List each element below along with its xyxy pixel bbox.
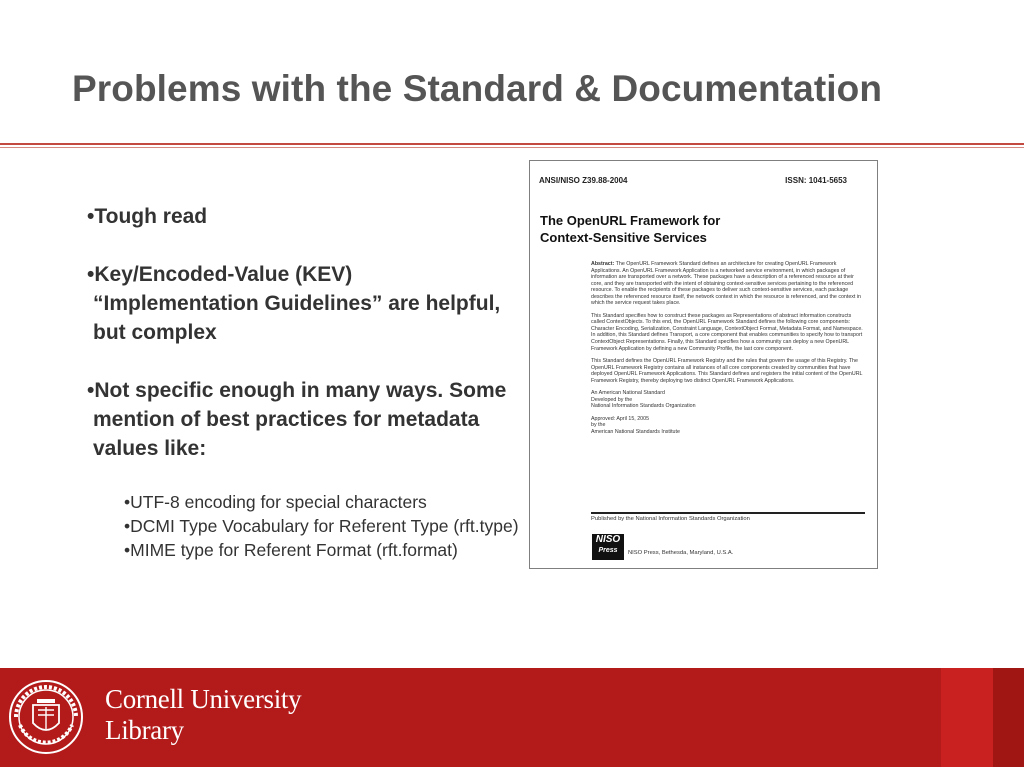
sub-bullet-item: •MIME type for Referent Format (rft.format) [124,540,458,560]
footer-accent-block [941,668,993,767]
document-press-address: NISO Press, Bethesda, Maryland, U.S.A. [628,550,734,556]
footer-org-name: Cornell University Library [105,684,302,745]
bullet-item: •Tough read [87,205,208,228]
document-developer: An American National Standard Developed by the National Information Standards Organization [591,390,696,410]
sub-bullet-item: •DCMI Type Vocabulary for Referent Type (rft.type) [124,516,519,536]
document-divider [591,512,865,514]
title-divider-thin [0,147,1024,148]
document-publisher: Published by the National Information Standards Organization [591,516,750,522]
bullet-item: •Key/Encoded-Value (KEV) “Implementation Guidelines” are helpful, but complex [87,263,501,344]
document-body [591,261,863,442]
document-abstract: Abstract: The OpenURL Framework Standard defines an architecture for creating OpenURL Framework Applications. An OpenURL Framework Application is a networked service environment, in which packages of information are transported over a network. These packages have a description of a referenced resource at their core, and they are transported with the intent of obtaining context-sensitive services pertaining to the referenced resource. To enable the recipients of these packages to deliver such context-sensitive services, each package describes the referenced resource itself, the network context in which the resource is referenced, and the context in which the service request takes place. [591,261,861,307]
document-issn: ISSN: 1041-5653 [785,176,847,185]
niso-logo: NISO Press [592,534,624,560]
sub-bullet-list [124,490,530,562]
document-paragraph: This Standard defines the OpenURL Framework Registry and the rules that govern the usage of this Registry. The OpenURL Framework Registry contains all instances of all core components created by communities that have deployed OpenURL Framework Applications. This Standard defines and registers the initial content of the OpenURL Framework Registry, thereby deploying two distinct OpenURL Framework Applications. [591,358,863,384]
bullet-list [87,202,518,491]
cornell-seal-icon [8,679,84,755]
title-divider [0,143,1024,145]
footer-accent-block [993,668,1024,767]
slide-title: Problems with the Standard & Documentation [72,68,883,109]
standard-document-image [529,160,878,569]
sub-bullet-item: •UTF-8 encoding for special characters [124,492,427,512]
document-paragraph: This Standard specifies how to construct these packages as Representations of abstract information constructs called ContextObjects. To this end, the OpenURL Framework Standard defines the following core components: Character Encoding, Serialization, Constraint Language, ContextObject Format, Metadata Format, and Namespace. In addition, this Standard defines Transport, a core component that enables communities to specify how to transport ContextObject Representations. Finally, this Standard specifies how a community can deploy a new OpenURL Framework Application by defining a new Community Profile, the last core component. [591,312,863,352]
document-title: The OpenURL Framework for Context-Sensitive Services [540,213,721,245]
document-approval: Approved: April 15, 2005 by the American National Standards Institute [591,415,680,436]
bullet-item: •Not specific enough in many ways. Some mention of best practices for metadata values like: [87,379,507,460]
document-standard-id: ANSI/NISO Z39.88-2004 [539,176,628,185]
